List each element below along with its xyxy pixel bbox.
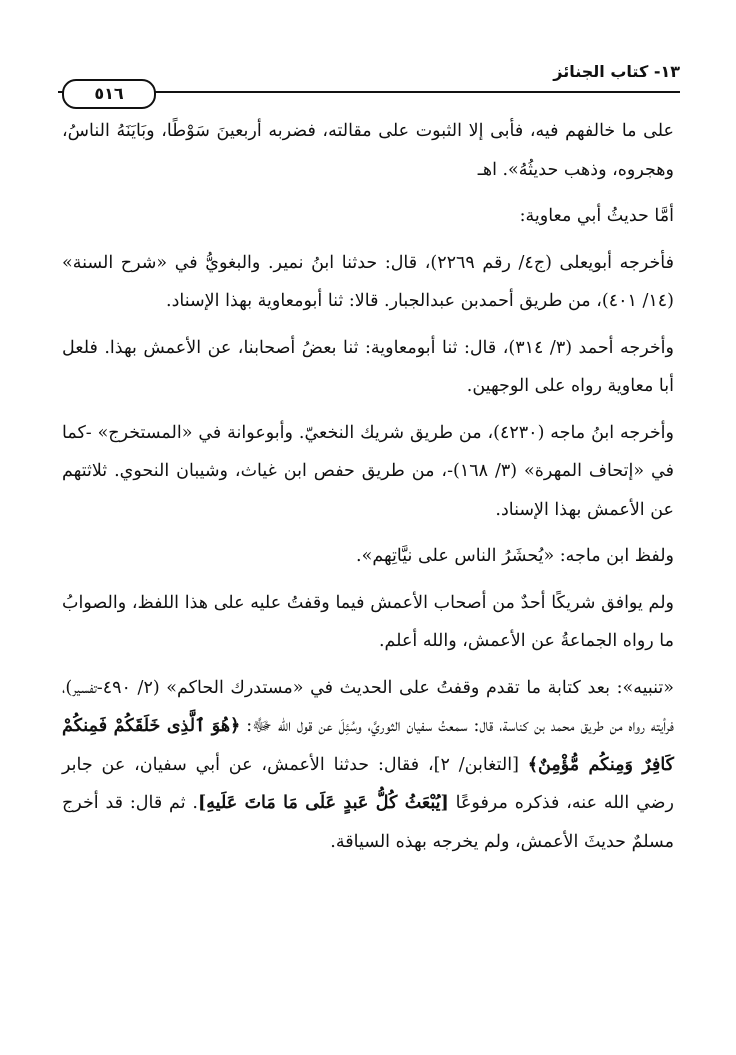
quran-verse: ﴿هُوَ ٱلَّذِى خَلَقَكُمْ فَمِنكُمْ كَافِرٌ وَمِنكُم مُّؤْمِنٌ﴾ bbox=[62, 716, 674, 775]
paragraph-3: فأخرجه أبويعلى (ج٤/ رقم ٢٢٦٩)، قال: حدثنا ابنُ نمير. والبغويُّ في «شرح السنة» (١٤/ ٤٠١)، من طريق أحمدبن عبدالجبار. قالا: ثنا أبومعاوية بهذا الإسناد. bbox=[62, 252, 674, 311]
paragraph-2: أمَّا حديثُ أبي معاوية: bbox=[519, 206, 674, 226]
chapter-title: ١٣- كتاب الجنائز bbox=[553, 62, 680, 81]
hadith-text: [يُبْعَثُ كُلُّ عَبدٍ عَلَى مَا مَاتَ عَلَيهِ] bbox=[198, 793, 449, 813]
note-end: . ثم قال: قد أخرج مسلمٌ حديثَ الأعمش، ولم يخرجه بهذه السياقة. bbox=[62, 793, 674, 852]
paragraph-8 bbox=[62, 669, 674, 862]
note-middle: ، فقال: حدثنا الأعمش، عن أبي سفيان، عن جابر رضي الله عنه، فذكره مرفوعًا bbox=[62, 754, 674, 813]
paragraph-7: ولم يوافق شريكًا أحدٌ من أصحاب الأعمش فيما وقفتُ عليه على هذا اللفظ، والصوابُ ما رواه الجماعةُ عن الأعمش، والله أعلم. bbox=[62, 592, 674, 651]
page-body bbox=[62, 112, 674, 869]
page-header bbox=[58, 56, 680, 103]
paragraph-5: وأخرجه ابنُ ماجه (٤٢٣٠)، من طريق شريك النخعيّ. وأبوعوانة في «المستخرج» -كما في «إتحاف المهرة» (٣/ ١٦٨)-، من طريق حفص ابن غياث، وشيبان النحوي. ثلاثتهم عن الأعمش بهذا الإسناد. bbox=[62, 422, 674, 520]
page-number: ٥١٦ bbox=[62, 79, 156, 109]
paragraph-4: وأخرجه أحمد (٣/ ٣١٤)، قال: ثنا أبومعاوية: ثنا بعضُ أصحابنا، عن الأعمش بهذا. فلعل أبا معاوية رواه على الوجهين. bbox=[62, 337, 674, 396]
paragraph-1: على ما خالفهم فيه، فأبى إلا الثبوت على مقالته، فضربه أربعينَ سَوْطًا، وبَايَنَهُ الناسُ، وهجروه، وذهب حديثُهُ». اهـ bbox=[62, 121, 674, 180]
verse-reference: [التغابن/ ٢] bbox=[433, 754, 519, 775]
paragraph-6: ولفظ ابن ماجه: «يُحشَرُ الناس على نيَّاتِهم». bbox=[356, 546, 674, 566]
note-intro: «تنبيه»: بعد كتابة ما تقدم وقفتُ على الحديث في «مستدرك الحاكم» (٢/ ٤٩٠-تفسير)، فرأيته رواه من طريق محمد بن كناسة، قال: سمعتُ سفيان الثوريَّ، وسُئِلَ عن قول الله ﷻ: bbox=[62, 677, 674, 736]
